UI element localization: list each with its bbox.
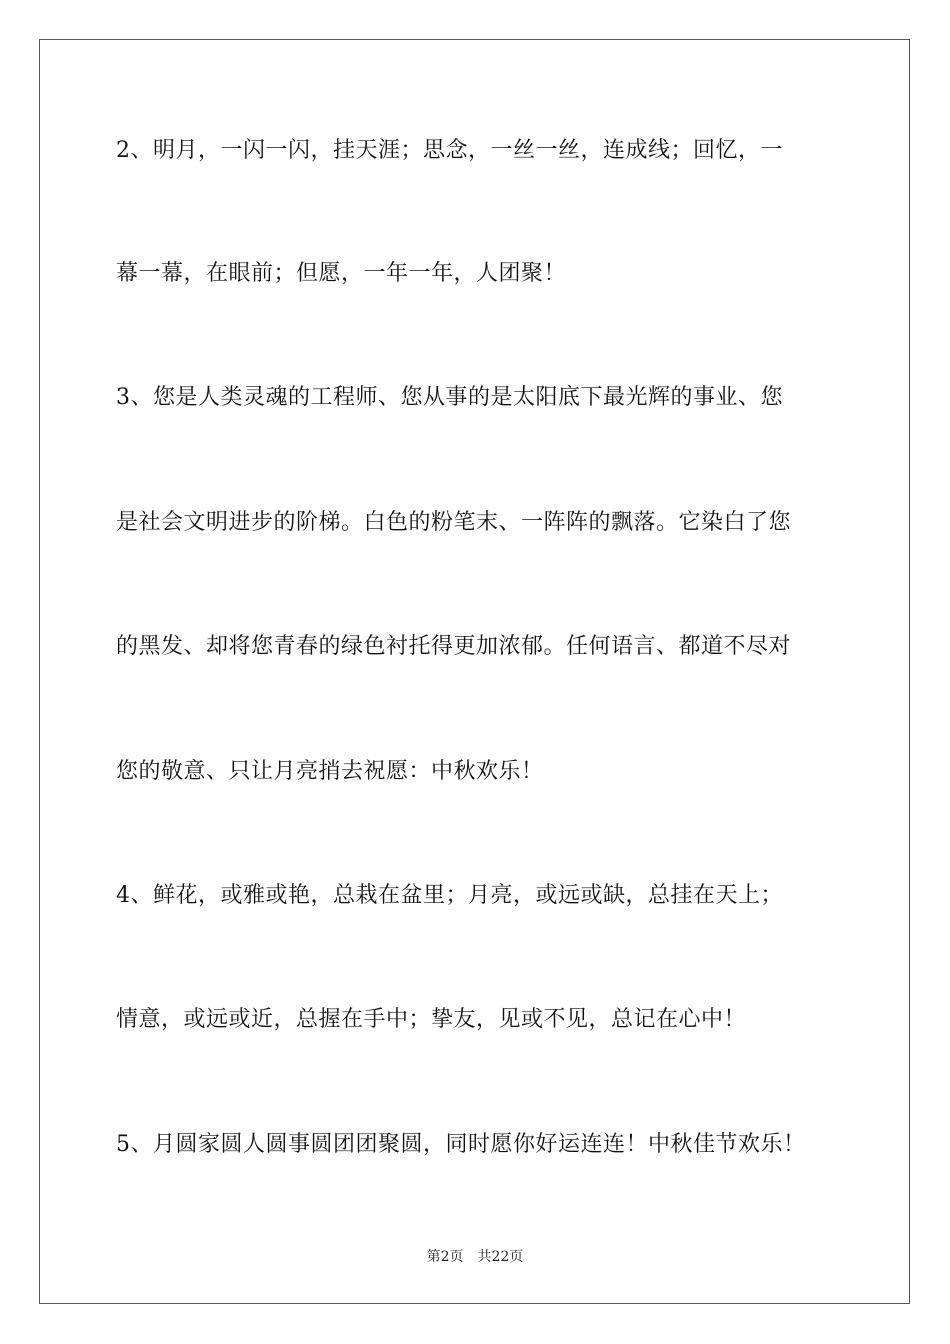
text-line: 的黑发、却将您青春的绿色衬托得更加浓郁。任何语言、都道不尽对 xyxy=(116,634,792,659)
text-line: 您的敬意、只让月亮捎去祝愿：中秋欢乐！ xyxy=(116,759,544,784)
text-line: 情意，或远或近，总握在手中；挚友，见或不见，总记在心中！ xyxy=(116,1007,747,1032)
text-line: 4、鲜花，或雅或艳，总栽在盆里；月亮，或远或缺，总挂在天上； xyxy=(116,883,783,908)
text-line: 幕一幕，在眼前；但愿，一年一年，人团聚！ xyxy=(116,261,567,286)
text-line: 是社会文明进步的阶梯。白色的粉笔末、一阵阵的飘落。它染白了您 xyxy=(116,510,792,535)
page-footer xyxy=(0,1247,950,1267)
text-line: 5、月圆家圆人圆事圆团团聚圆，同时愿你好运连连！中秋佳节欢乐！ xyxy=(116,1132,806,1157)
page-number-current: 第2页 xyxy=(426,1249,464,1265)
page-number-total: 共22页 xyxy=(477,1249,524,1265)
text-line: 3、您是人类灵魂的工程师、您从事的是太阳底下最光辉的事业、您 xyxy=(116,385,783,410)
page-border xyxy=(39,39,910,1304)
text-line: 2、明月，一闪一闪，挂天涯；思念，一丝一丝，连成线；回忆，一 xyxy=(116,138,783,163)
